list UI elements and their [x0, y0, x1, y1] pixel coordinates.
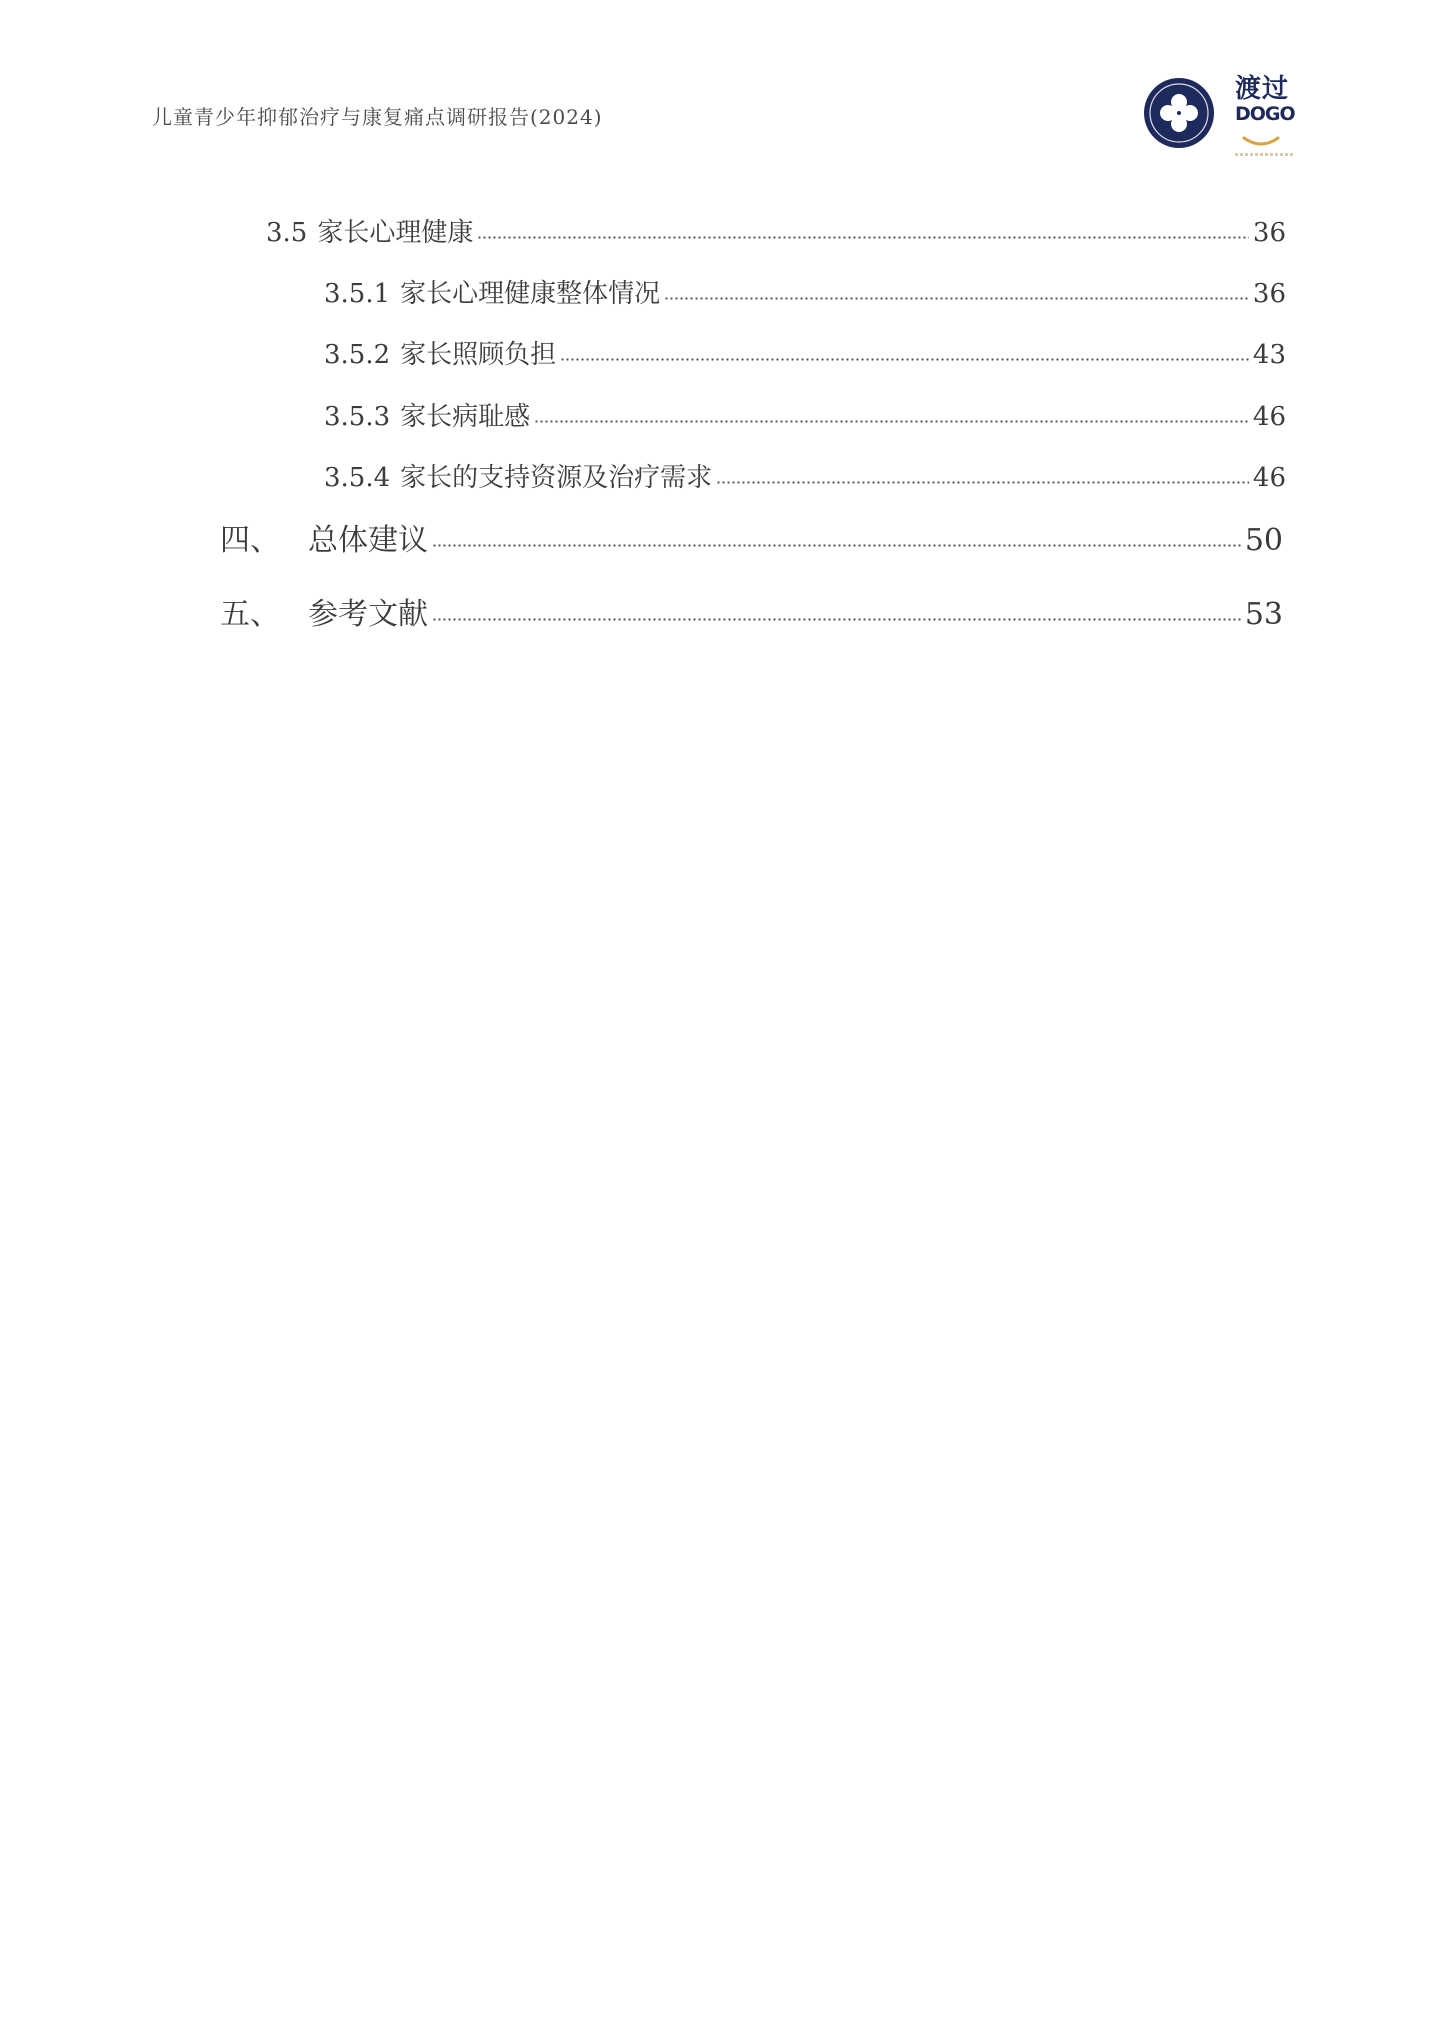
toc-entry-page: 50 [1244, 523, 1283, 558]
toc-entry-page: 36 [1252, 279, 1286, 309]
toc-entry[interactable] [220, 589, 1283, 633]
toc-entry[interactable] [324, 334, 1286, 371]
logo-tagline [1235, 153, 1295, 156]
dogo-logo [1143, 74, 1303, 160]
toc-entry-title: 家长照顾负担 [400, 340, 557, 370]
smile-mark-icon [1241, 136, 1281, 148]
toc-entry-page: 46 [1252, 402, 1286, 432]
logo-name-cn: 渡过 [1235, 74, 1290, 104]
toc-entry-page: 36 [1252, 218, 1286, 248]
toc-entry-number: 3.5.2 [324, 340, 391, 370]
toc-entry-page: 43 [1252, 340, 1286, 370]
toc-entry-title: 参考文献 [308, 597, 428, 632]
dot-leader [716, 462, 1249, 488]
toc-entry-number: 五、 [220, 597, 280, 632]
toc-entry-title: 总体建议 [308, 523, 428, 558]
toc-entry-page: 46 [1252, 463, 1286, 493]
toc-entry[interactable] [324, 396, 1286, 433]
dot-leader [534, 401, 1249, 427]
toc-entry[interactable] [324, 273, 1286, 310]
toc-entry-page: 53 [1244, 597, 1283, 632]
dot-leader [664, 278, 1249, 304]
toc-entry-number: 四、 [220, 523, 280, 558]
toc-entry[interactable] [324, 457, 1286, 494]
toc-entry-number: 3.5 [266, 218, 308, 248]
dot-leader [432, 596, 1241, 626]
toc-entry[interactable] [220, 515, 1283, 559]
toc-entry[interactable] [266, 212, 1286, 249]
toc-entry-number: 3.5.1 [324, 279, 391, 309]
clover-globe-logo-icon [1143, 77, 1215, 149]
dot-leader [432, 522, 1241, 552]
toc-entry-title: 家长心理健康整体情况 [400, 279, 661, 309]
toc-entry-number: 3.5.4 [324, 463, 391, 493]
toc-entry-number: 3.5.3 [324, 402, 391, 432]
running-header-title: 儿童青少年抑郁治疗与康复痛点调研报告(2024) [152, 105, 603, 129]
toc-entry-title: 家长的支持资源及治疗需求 [400, 463, 713, 493]
logo-name-en: DOGO [1235, 103, 1295, 125]
dot-leader [560, 339, 1249, 365]
dot-leader [477, 217, 1249, 243]
toc-entry-title: 家长病耻感 [400, 402, 531, 432]
toc-entry-title: 家长心理健康 [317, 218, 474, 248]
